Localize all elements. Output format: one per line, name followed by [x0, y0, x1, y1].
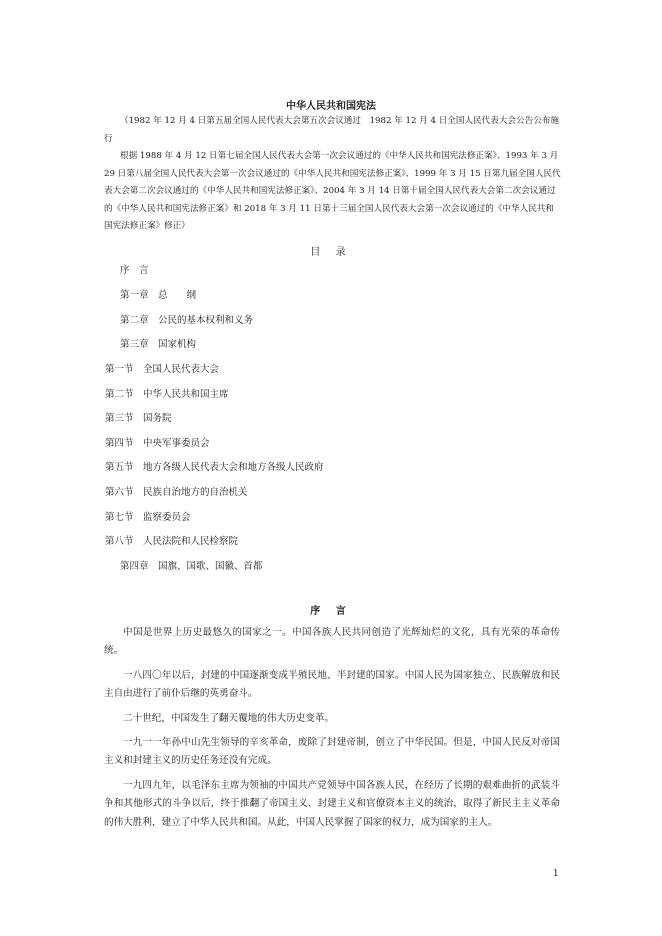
toc-item-chapter-3: 第三章 国家机构 — [120, 339, 197, 350]
adoption-note: （1982 年 12 月 4 日第五届全国人民代表大会第五次会议通过 1982 年 12 月 4 日全国人民代表大会公告公布施行 — [104, 116, 560, 144]
toc-heading: 目 录 — [310, 247, 352, 258]
toc-item-section-2: 第二节 中华人民共和国主席 — [105, 389, 229, 400]
paragraph: 中国是世界上历史最悠久的国家之一。中国各族人民共同创造了光辉灿烂的文化，具有光荣的革命传统。 — [104, 627, 560, 657]
toc-item-chapter-1: 第一章 总 纲 — [120, 290, 197, 301]
toc-item-section-4: 第四节 中央军事委员会 — [105, 438, 210, 449]
page-number: 1 — [553, 869, 559, 879]
document-title: 中华人民共和国宪法 — [286, 101, 376, 112]
toc-item-section-1: 第一节 全国人民代表大会 — [105, 364, 220, 375]
preamble-heading: 序 言 — [310, 606, 352, 617]
adoption-notes — [104, 113, 562, 236]
toc-item-section-7: 第七节 监察委员会 — [105, 512, 191, 523]
paragraph: 二十世纪，中国发生了翻天覆地的伟大历史变革。 — [123, 712, 335, 724]
preamble-body — [104, 624, 560, 838]
paragraph: 一九四九年，以毛泽东主席为领袖的中国共产党领导中国各族人民，在经历了长期的艰难曲折的武装斗争和其他形式的斗争以后，终于推翻了帝国主义、封建主义和官僚资本主义的统治，取得了新民主主义革命的伟大胜利，建立了中华人民共和国。从此，中国人民掌握了国家的权力，成为国家的主人。 — [104, 779, 560, 828]
paragraph: 一九一一年孙中山先生领导的辛亥革命，废除了封建帝制，创立了中华民国。但是，中国人民反对帝国主义和封建主义的历史任务还没有完成。 — [104, 737, 560, 767]
toc-item-preamble: 序 言 — [120, 265, 149, 276]
toc-item-chapter-2: 第二章 公民的基本权利和义务 — [120, 315, 254, 326]
toc-item-section-6: 第六节 民族自治地方的自治机关 — [105, 487, 248, 498]
amendment-note: 根据 1988 年 4 月 12 日第七届全国人民代表大会第一次会议通过的《中华人民共和国宪法修正案》、1993 年 3 月 29 日第八届全国人民代表大会第一次会议通过的《中华人民共和国宪法修正案》、1999 年 3 月 15 日第九届全国人民代表大会第二次会议通过的《中华人民共和国宪法修正案》、2004 年 3 月 14 日第十届全国人民代表大会第二次会议通过的《中华人民共和国宪法修正案》和 2018 年 3 月 11 日第十三届全国人民代表大会第一次会议通过的《中华人民共和国宪法修正案》修正） — [104, 151, 561, 231]
toc-item-section-3: 第三节 国务院 — [105, 413, 172, 424]
toc-item-chapter-4: 第四章 国旗、国歌、国徽、首都 — [120, 561, 263, 572]
toc-item-section-5: 第五节 地方各级人民代表大会和地方各级人民政府 — [105, 462, 324, 473]
paragraph: 一八四〇年以后，封建的中国逐渐变成半殖民地、半封建的国家。中国人民为国家独立、民族解放和民主自由进行了前仆后继的英勇奋斗。 — [104, 669, 560, 700]
toc-item-section-8: 第八节 人民法院和人民检察院 — [105, 536, 239, 547]
